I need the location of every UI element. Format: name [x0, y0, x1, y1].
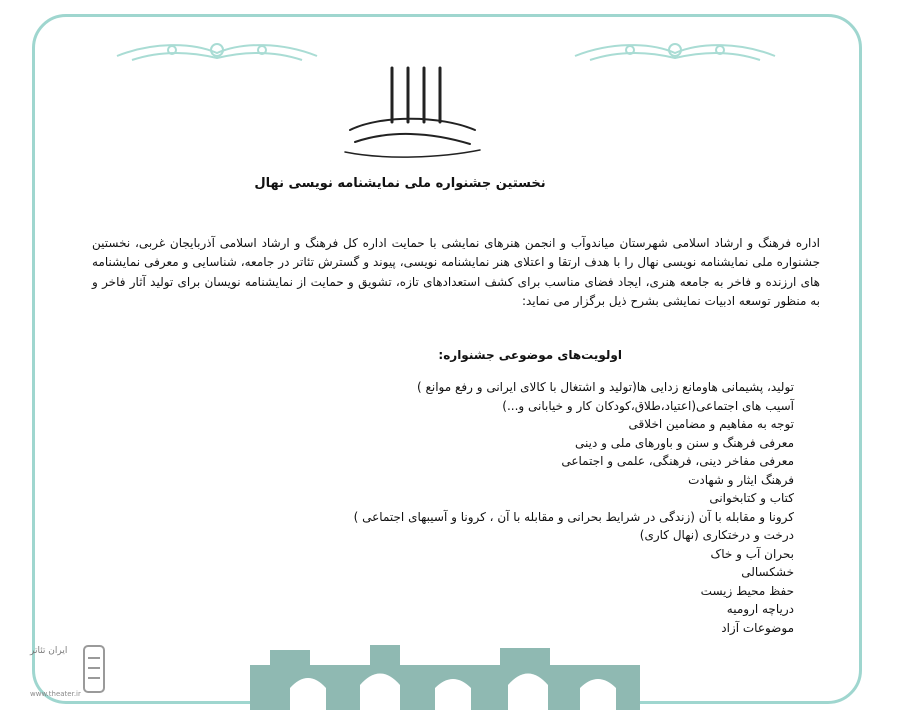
topic-item: دریاچه ارومیه: [726, 602, 794, 616]
topics-list: [200, 378, 794, 637]
topic-item: معرفی فرهنگ و سنن و باورهای ملی و دینی: [574, 435, 794, 450]
topic-item: کرونا و مقابله با آن (زندگی در شرایط بحرانی و مقابله با آن ، کرونا و آسیبهای اجتماعی ): [353, 509, 794, 524]
document-title: نخستین جشنواره ملی نمایشنامه نویسی نهال: [254, 176, 546, 191]
topic-item: آسیب های اجتماعی(اعتیاد،طلاق،کودکان کار و خیابانی و...): [502, 398, 794, 413]
topic-item: موضوعات آزاد: [721, 620, 794, 635]
topic-item: کتاب و کتابخوانی: [709, 491, 794, 505]
basmala-calligraphy: [330, 60, 490, 165]
topic-item: درخت و درختکاری (نهال کاری): [639, 528, 794, 542]
ancient-ruins-illustration: [250, 640, 640, 710]
watermark-text: ایران تئاتر: [30, 646, 68, 656]
watermark-url: www.theater.ir: [30, 690, 81, 698]
topic-item: تولید، پشیمانی هاومانع زدایی ها(تولید و اشتغال با کالای ایرانی و رفع موانع ): [417, 380, 794, 394]
intro-paragraph: اداره فرهنگ و ارشاد اسلامی شهرستان میاندوآب و انجمن هنرهای نمایشی با حمایت اداره کل فرهنگ و ارشاد اسلامی آذربایجان غربی، نخستین جشنواره ملی نمایشنامه نویسی نهال را با هدف ارتقا و اعتلای هنر نمایشنامه نویسی، پیوند و گسترش تئاتر در جامعه، شناسایی و معرفی نمایشنامه های ارزنده و فاخر به جامعه هنری، ایجاد فضای مناسب برای کشف استعدادهای تازه، تشویق و حمایت از نمایشنامه نویسان برای تولید آثار فاخر و به منظور توسعه ادبیات نمایشی بشرح ذیل برگزار می نماید:: [92, 236, 820, 309]
floral-ornament-right: [570, 38, 780, 68]
priorities-heading: اولویت‌های موضوعی جشنواره:: [438, 348, 622, 362]
topic-item: بحران آب و خاک: [710, 546, 794, 561]
topic-item: توجه به مفاهیم و مضامین اخلاقی: [628, 417, 794, 431]
topic-item: حفظ محیط زیست: [700, 583, 794, 598]
topic-item: فرهنگ ایثار و شهادت: [688, 472, 794, 487]
topic-item: خشکسالی: [741, 565, 794, 579]
topic-item: معرفی مفاخر دینی، فرهنگی، علمی و اجتماعی: [561, 454, 794, 468]
floral-ornament-left: [112, 38, 322, 68]
